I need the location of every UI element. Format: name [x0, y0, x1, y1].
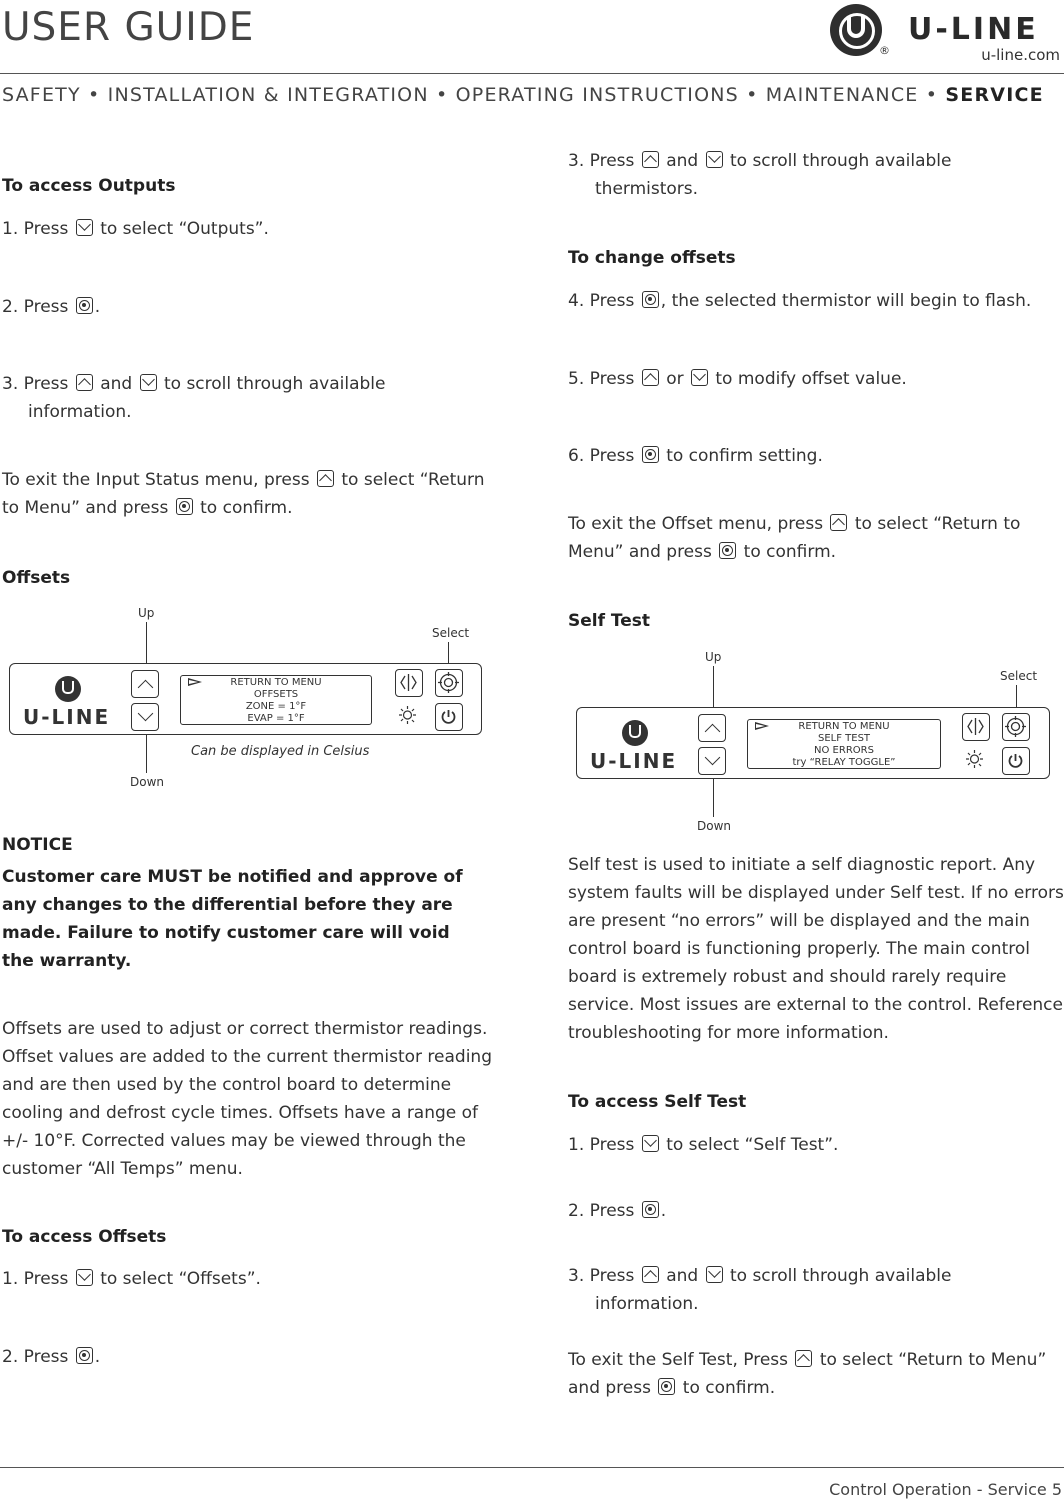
notice-line-2: any changes to the differential before they are: [2, 895, 453, 915]
callout-line-up: [146, 622, 147, 666]
up-icon: [642, 1266, 659, 1283]
panel-select-button: [435, 669, 463, 697]
up-icon: [830, 514, 847, 531]
down-icon: [691, 369, 708, 386]
panel-brand: U-LINE: [590, 749, 678, 773]
footer-divider: [0, 1467, 1064, 1468]
offsets-para-4: cooling and defrost cycle times. Offsets have a range of: [2, 1103, 479, 1123]
heading-offsets: Offsets: [2, 568, 71, 588]
panel-up-button: [698, 714, 726, 742]
up-icon: [317, 470, 334, 487]
step-outputs-2: 2. Press .: [2, 297, 101, 317]
offsets-para-2: Offset values are added to the current thermistor reading: [2, 1047, 492, 1067]
panel-select-button: [1002, 713, 1030, 741]
down-icon: [76, 1269, 93, 1286]
brand-logo: [830, 4, 1062, 66]
callout-line-down: [146, 733, 147, 773]
label-up: Up: [138, 606, 155, 620]
label-select: Select: [1000, 669, 1038, 683]
step-change-4: 4. Press , the selected thermistor will begin to flash.: [568, 291, 1032, 311]
step-thermistors-3: 3. Press and to scroll through available: [568, 151, 952, 171]
header-divider: [0, 73, 1064, 74]
selftest-para-6: service. Most issues are external to the control. Reference: [568, 995, 1063, 1015]
select-icon: [76, 297, 93, 314]
control-panel-selftest: [576, 707, 1050, 779]
exit-offset-line1: To exit the Offset menu, press to select “Return to: [568, 514, 1021, 534]
up-icon: [76, 374, 93, 391]
exit-outputs-line2: to Menu” and press to confirm.: [2, 498, 293, 518]
step-change-5: 5. Press or to modify offset value.: [568, 369, 907, 389]
notice-heading: NOTICE: [2, 835, 73, 855]
offsets-para-1: Offsets are used to adjust or correct thermistor readings.: [2, 1019, 488, 1039]
exit-selftest-line2: and press to confirm.: [568, 1378, 776, 1398]
nav-maintenance: MAINTENANCE: [765, 84, 919, 106]
panel-brand: U-LINE: [23, 705, 111, 729]
selftest-para-3: are present “no errors” will be displayed and the main: [568, 911, 1030, 931]
down-icon: [706, 1266, 723, 1283]
select-icon: [642, 1201, 659, 1218]
callout-line-up: [713, 666, 714, 710]
step-selftest-2: 2. Press .: [568, 1201, 667, 1221]
offsets-para-6: customer “All Temps” menu.: [2, 1159, 243, 1179]
heading-change-offsets: To change offsets: [568, 248, 736, 268]
offsets-para-3: and are then used by the control board to determine: [2, 1075, 452, 1095]
select-icon: [176, 498, 193, 515]
panel-display: RETURN TO MENU OFFSETS ZONE = 1°F EVAP = 1°F: [180, 675, 372, 725]
selftest-para-7: troubleshooting for more information.: [568, 1023, 889, 1043]
panel-light-button: [962, 747, 990, 775]
panel-logo-icon: [55, 676, 81, 702]
heading-access-offsets: To access Offsets: [2, 1227, 167, 1247]
step-offsets-2: 2. Press .: [2, 1347, 101, 1367]
nav-safety: SAFETY: [2, 84, 81, 106]
selftest-para-2: system faults will be displayed under Self test. If no errors: [568, 883, 1064, 903]
panel-display: RETURN TO MENU SELF TEST NO ERRORS try “RELAY TOGGLE”: [747, 719, 941, 769]
label-down: Down: [130, 775, 165, 789]
logo-u-icon: [830, 4, 882, 56]
panel-down-button: [131, 703, 159, 731]
panel-up-button: [131, 670, 159, 698]
down-icon: [140, 374, 157, 391]
step-outputs-1: 1. Press to select “Outputs”.: [2, 219, 269, 239]
notice-line-3: made. Failure to notify customer care will void: [2, 923, 450, 943]
display-pointer-icon: [188, 678, 202, 686]
step-outputs-3-cont: information.: [28, 402, 132, 422]
up-icon: [795, 1350, 812, 1367]
offsets-para-5: +/- 10°F. Corrected values may be viewed through the: [2, 1131, 466, 1151]
step-selftest-1: 1. Press to select “Self Test”.: [568, 1135, 839, 1155]
control-panel-offsets: [9, 663, 482, 735]
nav-installation: INSTALLATION & INTEGRATION: [107, 84, 429, 106]
step-change-6: 6. Press to confirm setting.: [568, 446, 823, 466]
section-nav: SAFETY • INSTALLATION & INTEGRATION • OPERATING INSTRUCTIONS • MAINTENANCE • SERVICE: [2, 84, 1044, 106]
panel-mode-button: [395, 669, 423, 697]
notice-line-4: the warranty.: [2, 951, 132, 971]
selftest-para-4: control board is functioning properly. The main control: [568, 939, 1030, 959]
panel-mode-button: [962, 713, 990, 741]
label-down: Down: [697, 819, 732, 833]
label-select: Select: [432, 626, 470, 640]
step-thermistors-3-cont: thermistors.: [595, 179, 699, 199]
select-icon: [642, 291, 659, 308]
callout-line-down: [713, 777, 714, 817]
brand-wordmark: U-LINE: [908, 12, 1039, 47]
display-pointer-icon: [755, 722, 769, 730]
brand-url: u-line.com: [981, 46, 1060, 64]
exit-offset-line2: Menu” and press to confirm.: [568, 542, 837, 562]
exit-selftest-line1: To exit the Self Test, Press to select “Return to Menu”: [568, 1350, 1047, 1370]
page-title: USER GUIDE: [2, 5, 255, 50]
panel-power-button: [1002, 747, 1030, 775]
selftest-para-5: board is extremely robust and should rarely require: [568, 967, 1007, 987]
celsius-caption: Can be displayed in Celsius: [191, 744, 370, 759]
down-icon: [642, 1135, 659, 1152]
selftest-para-1: Self test is used to initiate a self diagnostic report. Any: [568, 855, 1036, 875]
heading-access-outputs: To access Outputs: [2, 176, 176, 196]
nav-service: SERVICE: [945, 84, 1044, 106]
nav-operating: OPERATING INSTRUCTIONS: [455, 84, 739, 106]
panel-logo-icon: [622, 720, 648, 746]
label-up: Up: [705, 650, 722, 664]
exit-outputs-line1: To exit the Input Status menu, press to select “Return: [2, 470, 485, 490]
select-icon: [719, 542, 736, 559]
step-selftest-3: 3. Press and to scroll through available: [568, 1266, 952, 1286]
step-outputs-3: 3. Press and to scroll through available: [2, 374, 386, 394]
select-icon: [642, 446, 659, 463]
select-icon: [76, 1347, 93, 1364]
registered-mark: ®: [879, 44, 890, 57]
panel-power-button: [435, 703, 463, 731]
panel-down-button: [698, 747, 726, 775]
select-icon: [658, 1378, 675, 1395]
up-icon: [642, 151, 659, 168]
up-icon: [642, 369, 659, 386]
heading-access-self-test: To access Self Test: [568, 1092, 747, 1112]
down-icon: [706, 151, 723, 168]
step-selftest-3-cont: information.: [595, 1294, 699, 1314]
notice-line-1: Customer care MUST be notified and approve of: [2, 867, 463, 887]
down-icon: [76, 219, 93, 236]
page-footer: Control Operation - Service 5: [829, 1480, 1062, 1499]
heading-self-test: Self Test: [568, 611, 651, 631]
panel-light-button: [395, 703, 423, 731]
step-offsets-1: 1. Press to select “Offsets”.: [2, 1269, 261, 1289]
